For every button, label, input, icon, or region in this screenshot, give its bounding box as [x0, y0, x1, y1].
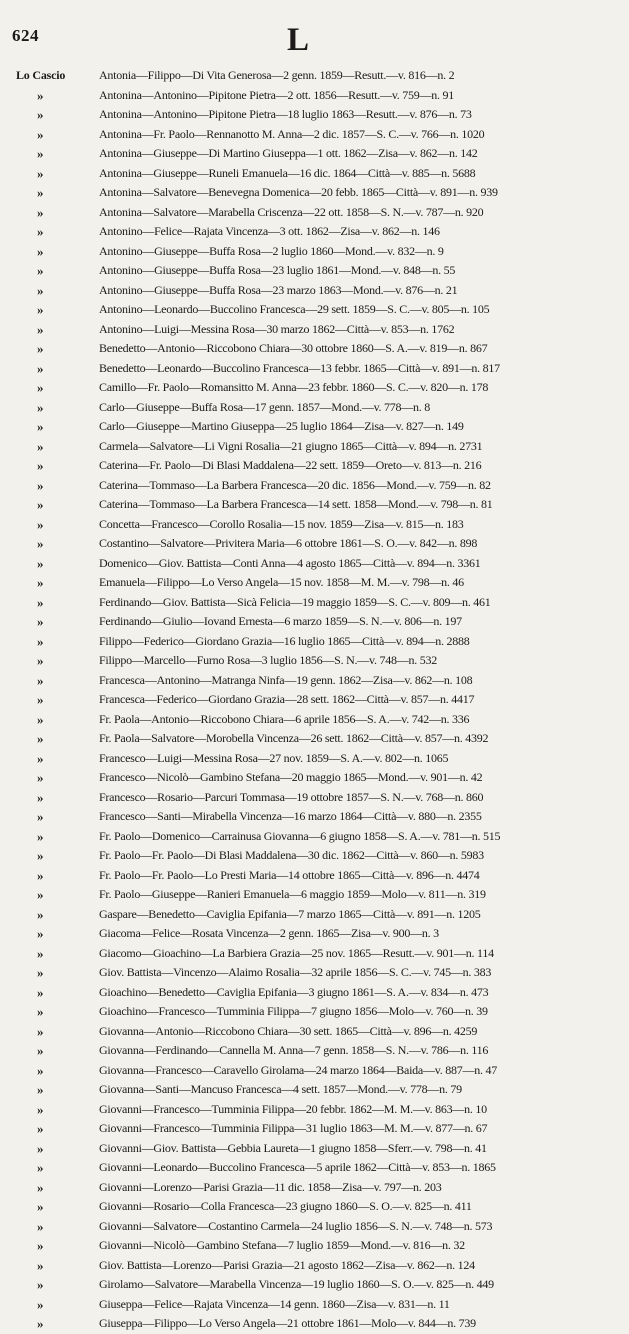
list-item: [0, 378, 629, 398]
entry-text: Antonina—Giuseppe—Runeli Emanuela—16 dic. 1864—Città—v. 885—n. 5688: [99, 165, 476, 180]
entry-text: Giovanni—Leonardo—Buccolino Francesca—5 aprile 1862—Città—v. 853—n. 1865: [99, 1160, 496, 1174]
list-item: [0, 1041, 629, 1061]
list-item: [0, 788, 629, 808]
list-item: [0, 866, 629, 886]
section-letter: L: [287, 22, 310, 58]
entry-text: Ferdinando—Giulio—Iovand Ernesta—6 marzo 1859—S. N.—v. 806—n. 197: [99, 614, 462, 628]
list-item: [0, 495, 629, 515]
entry-text: Antonina—Salvatore—Marabella Criscenza—22 ott. 1858—S. N.—v. 787—n. 920: [99, 204, 484, 219]
list-item: [0, 1256, 629, 1276]
list-item: [0, 203, 629, 223]
ditto-mark: »: [37, 282, 44, 298]
ditto-mark: »: [37, 711, 44, 727]
list-item: [0, 515, 629, 535]
ditto-mark: »: [37, 1218, 44, 1234]
entry-list: [0, 66, 629, 1334]
list-item: [0, 1100, 629, 1120]
ditto-mark: »: [37, 146, 44, 161]
entry-text: Giovanni—Francesco—Tumminia Filippa—31 luglio 1863—M. M.—v. 877—n. 67: [99, 1121, 488, 1135]
ditto-mark: »: [37, 750, 44, 766]
entry-text: Carmela—Salvatore—Li Vigni Rosalia—21 giugno 1865—Città—v. 894—n. 2731: [99, 438, 483, 453]
list-item: [0, 846, 629, 866]
list-item: [0, 1080, 629, 1100]
ditto-mark: »: [37, 1043, 44, 1058]
ditto-mark: »: [37, 848, 44, 863]
list-item: [0, 768, 629, 788]
ditto-mark: »: [37, 224, 44, 239]
ditto-mark: »: [37, 1140, 44, 1156]
list-item: [0, 339, 629, 359]
entry-text: Antonino—Giuseppe—Buffa Rosa—23 marzo 1863—Mond.—v. 876—n. 21: [99, 282, 458, 297]
entry-text: Giovanna—Antonio—Riccobono Chiara—30 sett. 1865—Città—v. 896—n. 4259: [99, 1023, 478, 1038]
list-item: [0, 125, 629, 145]
list-item: [0, 1119, 629, 1139]
entry-text: Domenico—Giov. Battista—Conti Anna—4 agosto 1865—Città—v. 894—n. 3361: [99, 555, 481, 570]
entry-text: Emanuela—Filippo—Lo Verso Angela—15 nov. 1858—M. M.—v. 798—n. 46: [99, 575, 464, 589]
ditto-mark: »: [37, 867, 44, 883]
surname-label: Lo Cascio: [16, 68, 66, 82]
ditto-mark: »: [37, 575, 44, 590]
ditto-mark: »: [37, 731, 44, 746]
list-item: [0, 105, 629, 125]
list-item: [0, 1217, 629, 1237]
entry-text: Giovanni—Rosario—Colla Francesca—23 giugno 1860—S. O.—v. 825—n. 411: [99, 1199, 472, 1213]
entry-text: Giuseppa—Felice—Rajata Vincenza—14 genn. 1860—Zisa—v. 831—n. 11: [99, 1296, 450, 1311]
list-item: [0, 164, 629, 184]
list-item: [0, 534, 629, 554]
entry-text: Carlo—Giuseppe—Martino Giuseppa—25 luglio 1864—Zisa—v. 827—n. 149: [99, 419, 464, 433]
list-item: [0, 1061, 629, 1081]
list-item: [0, 1275, 629, 1295]
page-number: 624: [12, 26, 39, 45]
entry-text: Antonina—Fr. Paolo—Rennanotto M. Anna—2 dic. 1857—S. C.—v. 766—n. 1020: [99, 126, 485, 141]
list-item: [0, 1022, 629, 1042]
entry-text: Giovanni—Salvatore—Costantino Carmela—24 luglio 1856—S. N.—v. 748—n. 573: [99, 1218, 493, 1233]
entry-text: Fr. Paola—Salvatore—Morobella Vincenza—26 sett. 1862—Città—v. 857—n. 4392: [99, 731, 489, 745]
list-item: [0, 320, 629, 340]
entry-text: Antonina—Antonino—Pipitone Pietra—2 ott. 1856—Resutt.—v. 759—n. 91: [99, 87, 455, 102]
ditto-mark: »: [37, 185, 44, 200]
ditto-mark: »: [37, 1101, 44, 1117]
ditto-mark: »: [37, 302, 44, 317]
entry-text: Francesco—Luigi—Messina Rosa—27 nov. 1859—S. A.—v. 802—n. 1065: [99, 750, 449, 765]
entry-text: Giovanna—Santi—Mancuso Francesca—4 sett. 1857—Mond.—v. 778—n. 79: [99, 1082, 462, 1096]
entry-text: Antonino—Luigi—Messina Rosa—30 marzo 1862—Città—v. 853—n. 1762: [99, 321, 455, 336]
list-item: [0, 66, 629, 86]
entry-text: Antonina—Giuseppe—Di Martino Giuseppa—1 ott. 1862—Zisa—v. 862—n. 142: [99, 146, 478, 160]
list-item: [0, 1139, 629, 1159]
entry-text: Giacoma—Felice—Rosata Vincenza—2 genn. 1865—Zisa—v. 900—n. 3: [99, 926, 439, 940]
ditto-mark: »: [37, 419, 44, 434]
list-item: [0, 359, 629, 379]
ditto-mark: »: [37, 965, 44, 980]
list-item: [0, 905, 629, 925]
ditto-mark: »: [37, 809, 44, 824]
list-item: [0, 86, 629, 106]
entry-text: Fr. Paolo—Domenico—Carrainusa Giovanna—6 giugno 1858—S. A.—v. 781—n. 515: [99, 828, 501, 843]
entry-text: Caterina—Tommaso—La Barbera Francesca—20 dic. 1856—Mond.—v. 759—n. 82: [99, 477, 491, 492]
ditto-mark: »: [37, 1082, 44, 1097]
list-item: [0, 242, 629, 262]
entry-text: Benedetto—Leonardo—Buccolino Francesca—13 febbr. 1865—Città—v. 891—n. 817: [99, 360, 500, 375]
entry-text: Antonino—Giuseppe—Buffa Rosa—23 luglio 1861—Mond.—v. 848—n. 55: [99, 263, 456, 277]
ditto-mark: »: [37, 555, 44, 571]
ditto-mark: »: [37, 906, 44, 922]
entry-text: Giov. Battista—Lorenzo—Parisi Grazia—21 agosto 1862—Zisa—v. 862—n. 124: [99, 1257, 475, 1272]
entry-text: Giovanni—Giov. Battista—Gebbia Laureta—1 giugno 1858—Sferr.—v. 798—n. 41: [99, 1140, 487, 1155]
entry-text: Francesca—Federico—Giordano Grazia—28 sett. 1862—Città—v. 857—n. 4417: [99, 692, 475, 706]
entry-text: Caterina—Fr. Paolo—Di Blasi Maddalena—22 sett. 1859—Oreto—v. 813—n. 216: [99, 458, 482, 472]
ditto-mark: »: [37, 458, 44, 473]
entry-text: Giovanni—Lorenzo—Parisi Grazia—11 dic. 1858—Zisa—v. 797—n. 203: [99, 1179, 442, 1194]
ditto-mark: »: [37, 341, 44, 356]
list-item: [0, 476, 629, 496]
entry-text: Antonina—Salvatore—Benevegna Domenica—20 febb. 1865—Città—v. 891—n. 939: [99, 185, 498, 199]
entry-text: Filippo—Federico—Giordano Grazia—16 luglio 1865—Città—v. 894—n. 2888: [99, 633, 470, 648]
entry-text: Fr. Paolo—Fr. Paolo—Lo Presti Maria—14 ottobre 1865—Città—v. 896—n. 4474: [99, 867, 480, 882]
entry-text: Antonino—Giuseppe—Buffa Rosa—2 luglio 1860—Mond.—v. 832—n. 9: [99, 243, 444, 258]
ditto-mark: »: [37, 1179, 44, 1195]
list-item: [0, 573, 629, 593]
ditto-mark: »: [37, 126, 44, 142]
ditto-mark: »: [37, 1257, 44, 1273]
ditto-mark: »: [37, 536, 44, 551]
ditto-mark: »: [37, 497, 44, 512]
ditto-mark: »: [37, 789, 44, 805]
list-item: [0, 1314, 629, 1334]
list-item: [0, 183, 629, 203]
list-item: [0, 632, 629, 652]
entry-text: Filippo—Marcello—Furno Rosa—3 luglio 1856—S. N.—v. 748—n. 532: [99, 653, 437, 667]
list-item: [0, 651, 629, 671]
ditto-mark: »: [37, 1199, 44, 1214]
entry-text: Gaspare—Benedetto—Caviglia Epifania—7 marzo 1865—Città—v. 891—n. 1205: [99, 906, 481, 921]
ditto-mark: »: [37, 614, 44, 629]
entry-text: Giov. Battista—Vincenzo—Alaimo Rosalia—32 aprile 1856—S. C.—v. 745—n. 383: [99, 965, 492, 979]
list-item: [0, 281, 629, 301]
entry-text: Antonino—Leonardo—Buccolino Francesca—29 sett. 1859—S. C.—v. 805—n. 105: [99, 302, 490, 316]
list-item: [0, 924, 629, 944]
entry-text: Giovanni—Francesco—Tumminia Filippa—20 febbr. 1862—M. M.—v. 863—n. 10: [99, 1101, 487, 1116]
entry-text: Camillo—Fr. Paolo—Romansitto M. Anna—23 febbr. 1860—S. C.—v. 820—n. 178: [99, 380, 489, 394]
ditto-mark: »: [37, 87, 44, 103]
list-item: [0, 437, 629, 457]
ditto-mark: »: [37, 926, 44, 941]
ditto-mark: »: [37, 984, 44, 1000]
list-item: [0, 593, 629, 613]
ditto-mark: »: [37, 165, 44, 181]
list-item: [0, 729, 629, 749]
entry-text: Fr. Paola—Antonio—Riccobono Chiara—6 aprile 1856—S. A.—v. 742—n. 336: [99, 711, 470, 726]
list-item: [0, 944, 629, 964]
ditto-mark: »: [37, 594, 44, 610]
ditto-mark: »: [37, 477, 44, 493]
entry-text: Giovanna—Ferdinando—Cannella M. Anna—7 genn. 1858—S. N.—v. 786—n. 116: [99, 1043, 489, 1057]
ditto-mark: »: [37, 653, 44, 668]
entry-text: Carlo—Giuseppe—Buffa Rosa—17 genn. 1857—Mond.—v. 778—n. 8: [99, 399, 431, 414]
list-item: [0, 983, 629, 1003]
ditto-mark: »: [37, 321, 44, 337]
ditto-mark: »: [37, 945, 44, 961]
entry-text: Gioachino—Francesco—Tumminia Filippa—7 giugno 1856—Molo—v. 760—n. 39: [99, 1004, 488, 1018]
list-item: [0, 612, 629, 632]
list-item: [0, 1002, 629, 1022]
list-item: [0, 417, 629, 437]
entry-text: Fr. Paolo—Fr. Paolo—Di Blasi Maddalena—30 dic. 1862—Città—v. 860—n. 5983: [99, 848, 484, 862]
list-item: [0, 300, 629, 320]
ditto-mark: »: [37, 672, 44, 688]
entry-text: Antonia—Filippo—Di Vita Generosa—2 genn. 1859—Resutt.—v. 816—n. 2: [99, 68, 455, 82]
list-item: [0, 1178, 629, 1198]
list-item: [0, 690, 629, 710]
list-item: [0, 885, 629, 905]
list-item: [0, 222, 629, 242]
ditto-mark: »: [37, 1277, 44, 1292]
ditto-mark: »: [37, 1023, 44, 1039]
list-item: [0, 398, 629, 418]
ditto-mark: »: [37, 107, 44, 122]
list-item: [0, 671, 629, 691]
ditto-mark: »: [37, 1121, 44, 1136]
list-item: [0, 1197, 629, 1217]
ditto-mark: »: [37, 1160, 44, 1175]
ditto-mark: »: [37, 828, 44, 844]
ditto-mark: »: [37, 1296, 44, 1312]
list-item: [0, 963, 629, 983]
ditto-mark: »: [37, 1004, 44, 1019]
entry-text: Francesco—Nicolò—Gambino Stefana—20 maggio 1865—Mond.—v. 901—n. 42: [99, 770, 483, 784]
entry-text: Francesco—Rosario—Parcuri Tommasa—19 ottobre 1857—S. N.—v. 768—n. 860: [99, 789, 484, 804]
list-item: [0, 456, 629, 476]
ditto-mark: »: [37, 263, 44, 278]
list-item: [0, 827, 629, 847]
entry-text: Francesca—Antonino—Matranga Ninfa—19 genn. 1862—Zisa—v. 862—n. 108: [99, 672, 473, 687]
list-item: [0, 807, 629, 827]
entry-text: Giovanna—Francesco—Caravello Girolama—24 marzo 1864—Baida—v. 887—n. 47: [99, 1062, 497, 1077]
list-item: [0, 261, 629, 281]
ditto-mark: »: [37, 770, 44, 785]
ditto-mark: »: [37, 633, 44, 649]
ditto-mark: »: [37, 1316, 44, 1331]
list-item: [0, 554, 629, 574]
list-item: [0, 1158, 629, 1178]
list-item: [0, 1295, 629, 1315]
ditto-mark: »: [37, 380, 44, 395]
entry-text: Giovanni—Nicolò—Gambino Stefana—7 luglio 1859—Mond.—v. 816—n. 32: [99, 1238, 465, 1252]
entry-text: Francesco—Santi—Mirabella Vincenza—16 marzo 1864—Città—v. 880—n. 2355: [99, 809, 482, 823]
ditto-mark: »: [37, 692, 44, 707]
entry-text: Ferdinando—Giov. Battista—Sicà Felicia—19 maggio 1859—S. C.—v. 809—n. 461: [99, 594, 491, 609]
entry-text: Giuseppa—Filippo—Lo Verso Angela—21 ottobre 1861—Molo—v. 844—n. 739: [99, 1316, 476, 1330]
entry-text: Giacomo—Gioachino—La Barbiera Grazia—25 nov. 1865—Resutt.—v. 901—n. 114: [99, 945, 494, 960]
list-item: [0, 1236, 629, 1256]
ditto-mark: »: [37, 887, 44, 902]
ditto-mark: »: [37, 399, 44, 415]
ditto-mark: »: [37, 1062, 44, 1078]
ditto-mark: »: [37, 1238, 44, 1253]
ditto-mark: »: [37, 360, 44, 376]
entry-text: Gioachino—Benedetto—Caviglia Epifania—3 giugno 1861—S. A.—v. 834—n. 473: [99, 984, 489, 999]
entry-text: Antonina—Antonino—Pipitone Pietra—18 luglio 1863—Resutt.—v. 876—n. 73: [99, 107, 472, 121]
ditto-mark: »: [37, 243, 44, 259]
ditto-mark: »: [37, 438, 44, 454]
list-item: [0, 710, 629, 730]
entry-text: Concetta—Francesco—Corollo Rosalia—15 nov. 1859—Zisa—v. 815—n. 183: [99, 516, 464, 531]
ditto-mark: »: [37, 516, 44, 532]
entry-text: Caterina—Tommaso—La Barbera Francesca—14 sett. 1858—Mond.—v. 798—n. 81: [99, 497, 493, 511]
entry-text: Benedetto—Antonio—Riccobono Chiara—30 ottobre 1860—S. A.—v. 819—n. 867: [99, 341, 488, 355]
entry-text: Costantino—Salvatore—Privitera Maria—6 ottobre 1861—S. O.—v. 842—n. 898: [99, 536, 478, 550]
entry-text: Fr. Paolo—Giuseppe—Ranieri Emanuela—6 maggio 1859—Molo—v. 811—n. 319: [99, 887, 486, 901]
entry-text: Girolamo—Salvatore—Marabella Vincenza—19 luglio 1860—S. O.—v. 825—n. 449: [99, 1277, 494, 1291]
entry-text: Antonino—Felice—Rajata Vincenza—3 ott. 1862—Zisa—v. 862—n. 146: [99, 224, 440, 238]
ditto-mark: »: [37, 204, 44, 220]
list-item: [0, 749, 629, 769]
list-item: [0, 144, 629, 164]
